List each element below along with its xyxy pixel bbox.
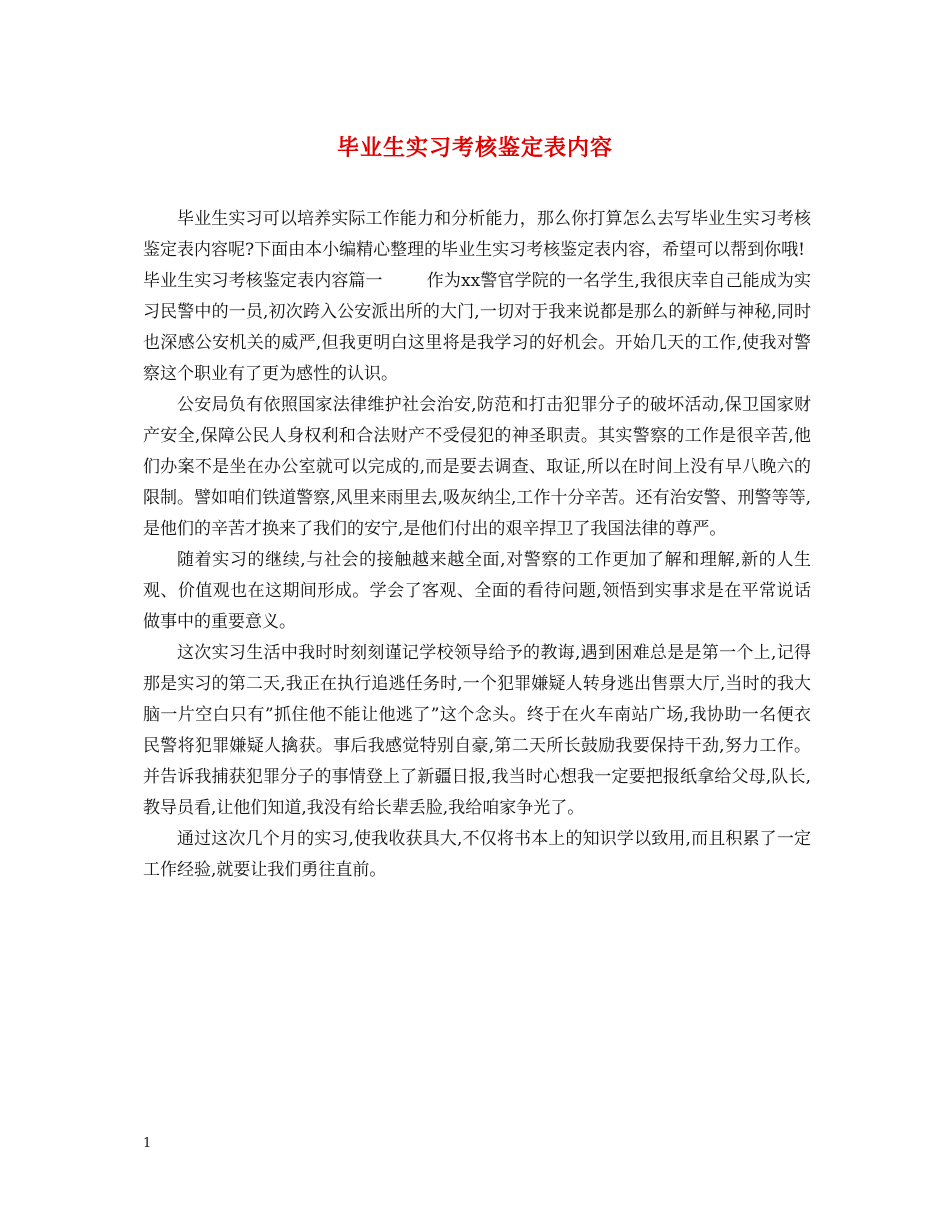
paragraph-2: 公安局负有依照国家法律维护社会治安,防范和打击犯罪分子的破坏活动,保卫国家财产安全,保障公民人身权利和合法财产不受侵犯的神圣职责。其实警察的工作是很辛苦,他们办案不是坐在办公室就可以完成的,而是要去调查、取证,所以在时间上没有早八晚六的限制。譬如咱们铁道警察,风里来雨里去,吸灰纳尘,工作十分辛苦。还有治安警、刑警等等,是他们的辛苦才换来了我们的安宁,是他们付出的艰辛捍卫了我国法律的尊严。 xyxy=(143,395,811,539)
page-number: 1 xyxy=(143,1136,152,1151)
intro-paragraph: 毕业生实习可以培养实际工作能力和分析能力，那么你打算怎么去写毕业生实习考核鉴定表内容呢?下面由本小编精心整理的毕业生实习考核鉴定表内容，希望可以帮到你哦! xyxy=(143,209,811,260)
section-first-paragraph xyxy=(143,266,811,390)
paragraph-1: 作为xx警官学院的一名学生,我很庆幸自己能成为实习民警中的一员,初次跨入公安派出所的大门,一切对于我来说都是那么的新鲜与神秘,同时也深感公安机关的威严,但我更明白这里将是我学习的好机会。开始几天的工作,使我对警察这个职业有了更为感性的认识。 xyxy=(143,271,812,384)
paragraph-3: 随着实习的继续,与社会的接触越来越全面,对警察的工作更加了解和理解,新的人生观、价值观也在这期间形成。学会了客观、全面的看待问题,领悟到实事求是在平常说话做事中的重要意义。 xyxy=(143,550,811,632)
document-body xyxy=(143,204,811,886)
paragraph-5: 通过这次几个月的实习,使我收获具大,不仅将书本上的知识学以致用,而且积累了一定工作经验,就要让我们勇往直前。 xyxy=(143,829,811,880)
document-title: 毕业生实习考核鉴定表内容 xyxy=(336,135,613,161)
section-heading: 毕业生实习考核鉴定表内容篇一 xyxy=(143,271,383,291)
paragraph-4: 这次实习生活中我时时刻刻谨记学校领导给予的教诲,遇到困难总是是第一个上,记得那是实习的第二天,我正在执行追逃任务时,一个犯罪嫌疑人转身逃出售票大厅,当时的我大脑一片空白只有”抓住他不能让他逃了”这个念头。终于在火车南站广场,我协助一名便衣民警将犯罪嫌疑人擒获。事后我感觉特别自豪,第二天所长鼓励我要保持干劲,努力工作。并告诉我捕获犯罪分子的事情登上了新疆日报,我当时心想我一定要把报纸拿给父母,队长,教导员看,让他们知道,我没有给长辈丢脸,我给咱家争光了。 xyxy=(143,643,811,818)
